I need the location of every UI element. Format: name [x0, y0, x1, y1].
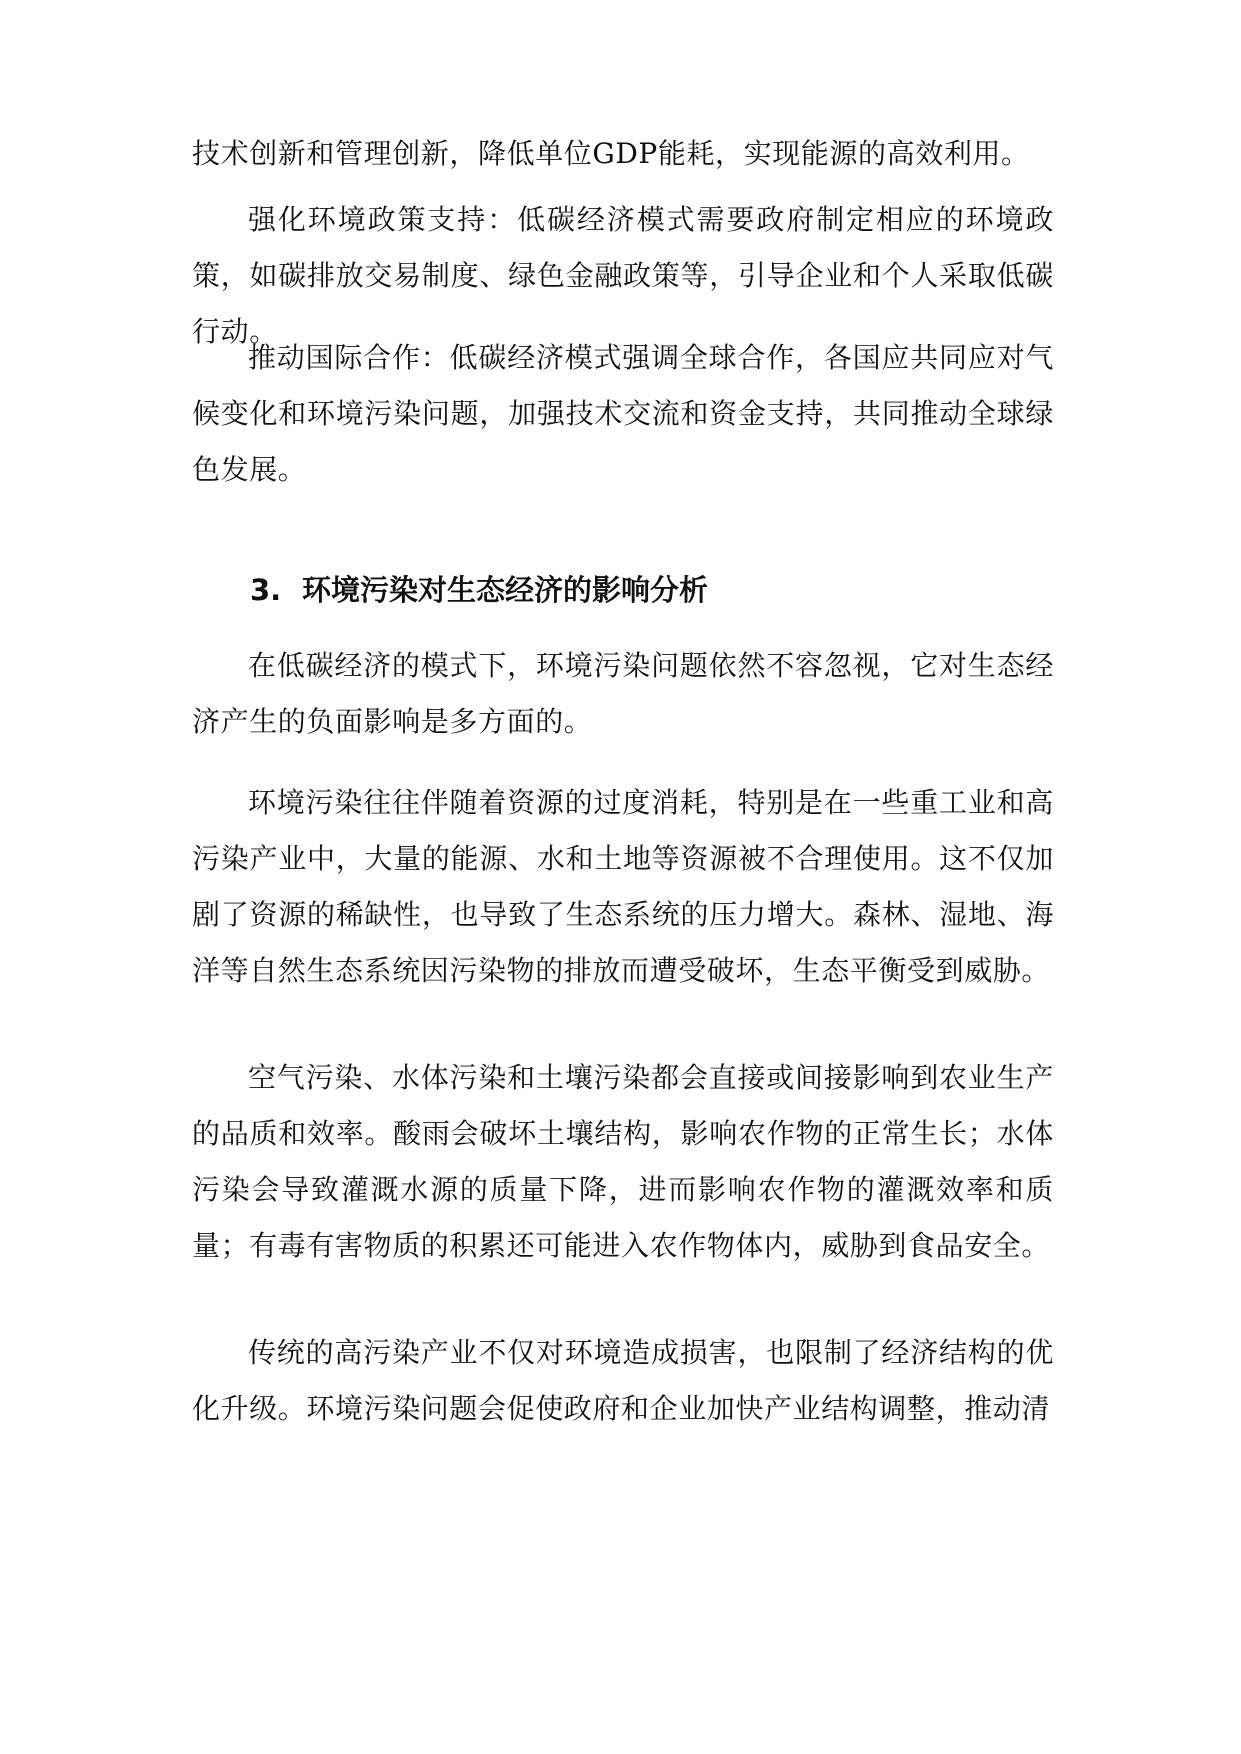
section-number: 3. — [250, 573, 282, 607]
paragraph-international-cooperation: 推动国际合作：低碳经济模式强调全球合作，各国应共同应对气候变化和环境污染问题，加强技术交流和资金支持，共同推动全球绿色发展。 — [192, 341, 1054, 486]
section-title: 环境污染对生态经济的影响分析 — [302, 573, 709, 607]
paragraph-agriculture-impact: 空气污染、水体污染和土壤污染都会直接或间接影响到农业生产的品质和效率。酸雨会破坏土壤结构，影响农作物的正常生长；水体污染会导致灌溉水源的质量下降，进而影响农作物的灌溉效率和质量；有毒有害物质的积累还可能进入农作物体内，威胁到食品安全。 — [192, 1061, 1054, 1262]
paragraph-environmental-policy: 强化环境政策支持：低碳经济模式需要政府制定相应的环境政策，如碳排放交易制度、绿色金融政策等，引导企业和个人采取低碳行动。 — [192, 203, 1054, 348]
paragraph-continuation: 技术创新和管理创新，降低单位GDP能耗，实现能源的高效利用。 — [192, 137, 1030, 170]
paragraph-industrial-structure: 传统的高污染产业不仅对环境造成损害，也限制了经济结构的优化升级。环境污染问题会促使政府和企业加快产业结构调整，推动清 — [192, 1336, 1054, 1425]
section-heading — [250, 562, 1050, 618]
paragraph-resource-consumption: 环境污染往往伴随着资源的过度消耗，特别是在一些重工业和高污染产业中，大量的能源、水和土地等资源被不合理使用。这不仅加剧了资源的稀缺性，也导致了生态系统的压力增大。森林、湿地、海洋等自然生态系统因污染物的排放而遭受破坏，生态平衡受到威胁。 — [192, 786, 1054, 987]
paragraph-intro: 在低碳经济的模式下，环境污染问题依然不容忽视，它对生态经济产生的负面影响是多方面的。 — [192, 649, 1054, 738]
